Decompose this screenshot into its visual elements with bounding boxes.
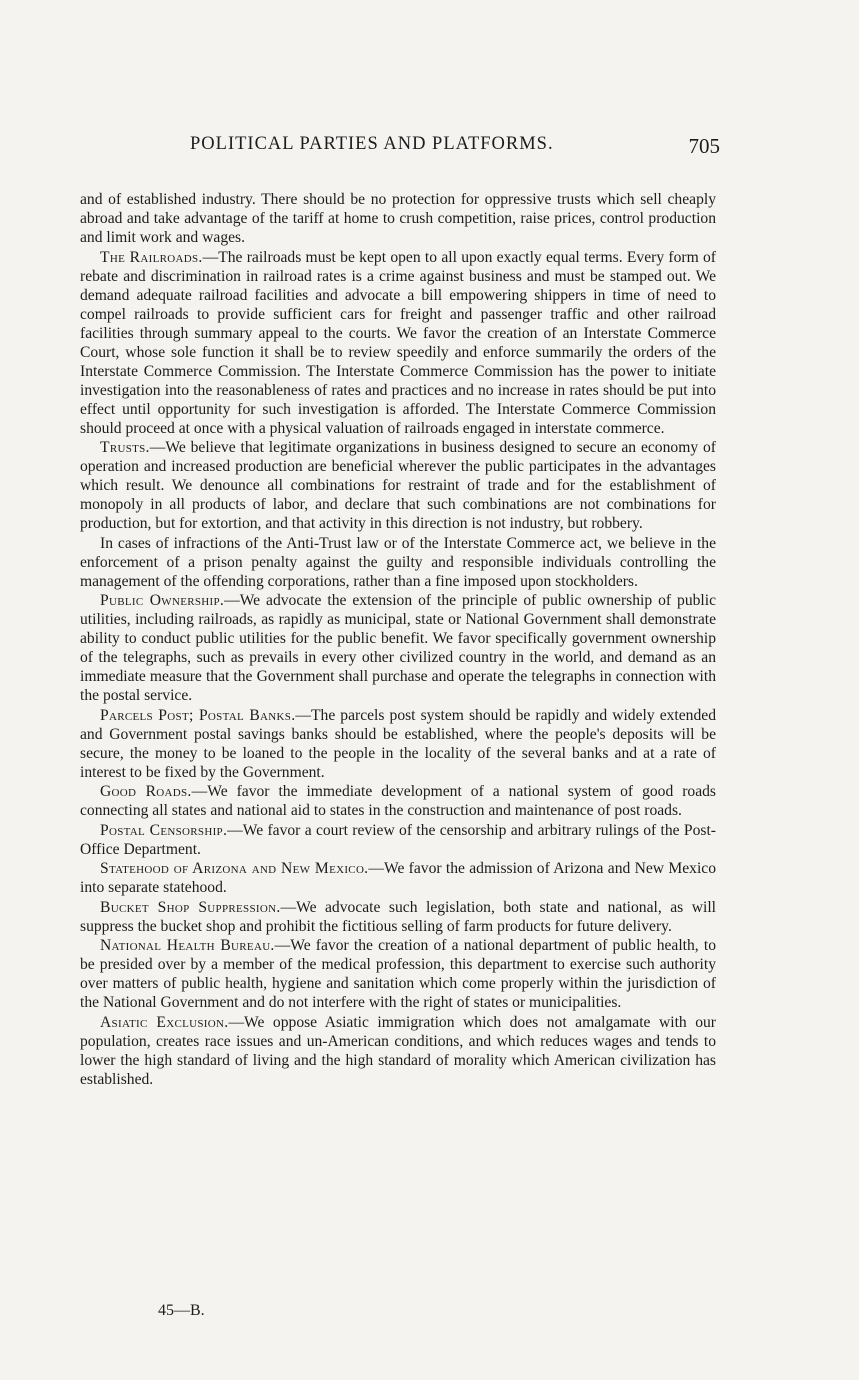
body-text bbox=[80, 190, 716, 1089]
paragraph-tariff-continued: and of established industry. There should be no protection for oppressive trusts which sell cheaply abroad and take advantage of the tariff at home to crush competition, raise prices, control production and limit work and wages. bbox=[80, 191, 716, 246]
section-heading: The Railroads. bbox=[100, 248, 203, 266]
paragraph-public-ownership: Public Ownership.—We advocate the extension of the principle of public ownership of public utilities, including railroads, as rapidly as municipal, state or National Government shall demonstrate ability to conduct public utilities for the public benefit. We favor specifically government ownership of the telegraphs, such as prevails in every other civilized country in the world, and demand as an immediate measure that the Government shall purchase and operate the telegraphs in connection with the postal service. bbox=[80, 592, 717, 704]
section-heading: Bucket Shop Suppression. bbox=[100, 898, 281, 916]
paragraph-asiatic-exclusion: Asiatic Exclusion.—We oppose Asiatic immigration which does not amalgamate with our population, creates race issues and un-American conditions, and which reduces wages and tends to lower the high standard of living and the high standard of morality which American civilization has established. bbox=[80, 1013, 716, 1088]
section-heading: Good Roads. bbox=[100, 783, 192, 800]
paragraph-good-roads: Good Roads.—We favor the immediate development of a national system of good roads connecting all states and national aid to states in the construction and maintenance of post roads. bbox=[80, 783, 717, 819]
paragraph-anti-trust: In cases of infractions of the Anti-Trust law or of the Interstate Commerce act, we believe in the enforcement of a prison penalty against the guilty and responsible individuals controlling the management of the offending corporations, rather than a fine imposed upon stockholders. bbox=[80, 534, 716, 590]
section-heading: National Health Bureau. bbox=[100, 937, 275, 954]
page-number: 705 bbox=[688, 134, 720, 158]
section-heading: Asiatic Exclusion. bbox=[100, 1013, 229, 1031]
paragraph-railroads: The Railroads.—The railroads must be kept open to all upon exactly equal terms. Every form of rebate and discrimination in railroad rates is a crime against business and must be stamped out. We demand adequate railroad facilities and advocate a bill empowering shippers in time of need to compel railroads to provide sufficient cars for freight and passenger traffic and other railroad facilities through summary appeal to the courts. We favor the creation of an Interstate Commerce Court, whose sole function it shall be to review speedily and enforce summarily the orders of the Interstate Commerce Commission. The Interstate Commerce Commission has the power to initiate investigation into the reasonableness of rates and practices and no increase in rates should be put into effect until opportunity for such investigation is afforded. The Interstate Commerce Commission should proceed at once with a physical valuation of railroads engaged in interstate commerce. bbox=[80, 248, 716, 437]
paragraph-health-bureau: National Health Bureau.—We favor the creation of a national department of public health, to be presided over by a member of the medical profession, this department to exercise such authority over matters of public health, hygiene and sanitation which come properly within the jurisdiction of the National Government and do not interfere with the right of states or municipalities. bbox=[80, 937, 716, 1011]
paragraph-postal-censorship: Postal Censorship.—We favor a court review of the censorship and arbitrary rulings of the Post-Office Department. bbox=[80, 821, 716, 858]
paragraph-parcels-post: Parcels Post; Postal Banks.—The parcels post system should be rapidly and widely extended and Government postal savings banks should be established, where the people's deposits will be secure, the money to be loaned to the people in the locality of the several banks and at a rate of interest to be fixed by the Government. bbox=[80, 706, 716, 781]
paragraph-statehood: Statehood of Arizona and New Mexico.—We favor the admission of Arizona and New Mexico into separate statehood. bbox=[80, 860, 716, 896]
paragraph-bucket-shop: Bucket Shop Suppression.—We advocate such legislation, both state and national, as will suppress the bucket shop and prohibit the fictitious selling of farm products for future delivery. bbox=[80, 898, 716, 935]
section-heading: Parcels Post; Postal Banks. bbox=[100, 706, 296, 724]
signature-mark: 45—B. bbox=[158, 1302, 205, 1319]
paragraph-trusts: Trusts.—We believe that legitimate organizations in business designed to secure an economy of operation and increased production are beneficial wherever the public participates in the advantages which result. We denounce all combinations for restraint of trade and for the establishment of monopoly in all products of labor, and declare that such combinations are not combinations for production, but for extortion, and that activity in this direction is not industry, but robbery. bbox=[80, 439, 716, 532]
running-title: POLITICAL PARTIES AND PLATFORMS. bbox=[190, 134, 554, 154]
section-heading: Trusts. bbox=[100, 439, 150, 456]
section-heading: Statehood of Arizona and New Mexico. bbox=[100, 860, 369, 877]
section-heading: Public Ownership. bbox=[100, 592, 225, 609]
section-heading: Postal Censorship. bbox=[100, 821, 228, 839]
